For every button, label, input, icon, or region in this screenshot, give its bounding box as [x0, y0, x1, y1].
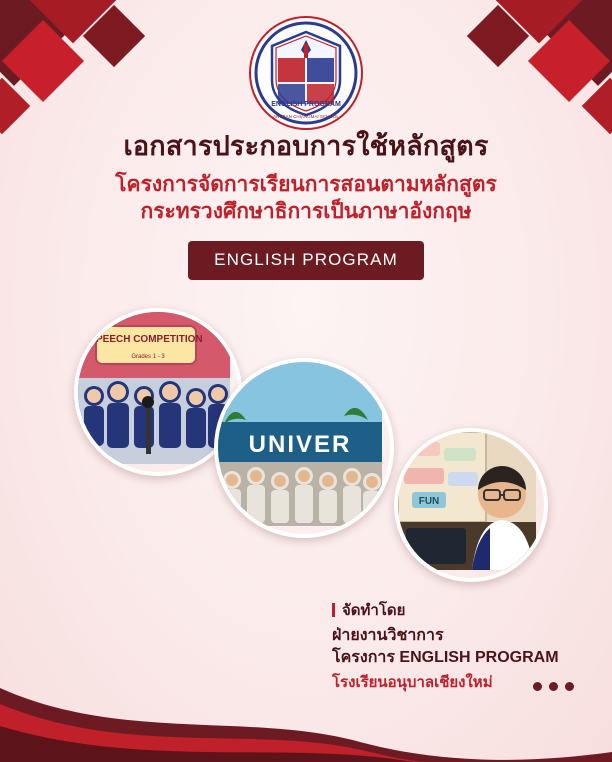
photo3-caption: FUN [418, 496, 440, 507]
photo1-caption-sub: Grades 1 - 3 [131, 354, 165, 360]
photo1-caption: SPEECH COMPETITION [89, 334, 203, 345]
subtitle-line-2: กระทรวงศึกษาธิการเป็นภาษาอังกฤษ [140, 200, 472, 224]
decor-diamond-top-right-5 [582, 78, 612, 135]
page-title: เอกสารประกอบการใช้หลักสูตร [123, 131, 489, 161]
prepared-by-label: จัดทำโดย [342, 602, 406, 619]
title-block [0, 130, 612, 280]
logo-bottom-text: ANUBAN CHIANGMAI SCHOOL [273, 114, 339, 119]
english-program-badge: ENGLISH PROGRAM [188, 241, 424, 280]
classroom-student-photo [394, 428, 548, 582]
decor-dot-1 [533, 682, 542, 691]
decor-dots [533, 682, 574, 691]
university-visit-photo [214, 358, 394, 538]
credit-school: โรงเรียนอนุบาลเชียงใหม่ [332, 674, 493, 692]
decor-dot-2 [549, 682, 558, 691]
credit-department: ฝ่ายงานวิชาการ [332, 627, 444, 644]
credit-project: โครงการ ENGLISH PROGRAM [332, 648, 559, 666]
decor-diamond-top-left-5 [0, 78, 30, 135]
accent-bar-icon [332, 603, 335, 617]
photo2-caption: UNIVER [248, 431, 352, 458]
subtitle-line-1: โครงการจัดการเรียนการสอนตามหลักสูตร [115, 172, 497, 196]
decor-dot-3 [565, 682, 574, 691]
logo-top-text: ENGLISH PROGRAM [271, 101, 341, 108]
school-crest-logo [247, 14, 365, 132]
prepared-by-row [332, 598, 592, 622]
credits-block [332, 598, 592, 694]
